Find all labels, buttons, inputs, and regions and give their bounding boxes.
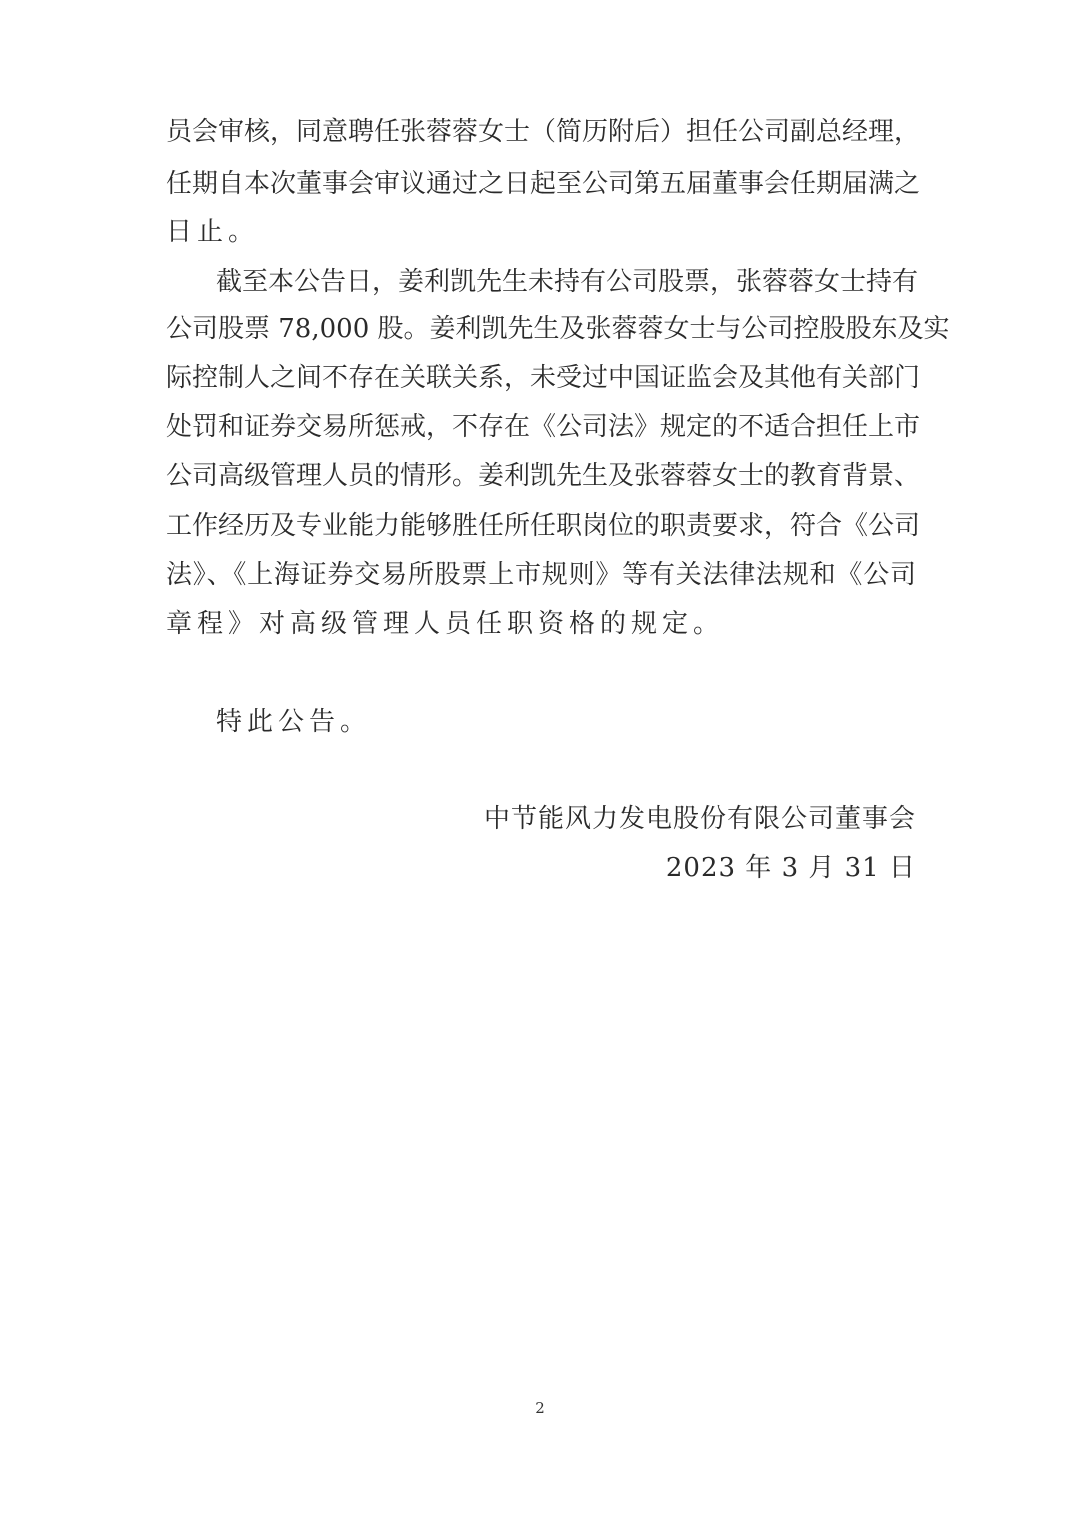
paragraph-1-line-3: 日止。: [166, 217, 260, 247]
paragraph-1-line-2: 任期自本次董事会审议通过之日起至公司第五届董事会任期届满之: [166, 169, 921, 199]
paragraph-2-line-2: 公司股票 78,000 股。姜利凯先生及张蓉蓉女士与公司控股股东及实: [166, 314, 950, 344]
paragraph-2-line-4: 处罚和证券交易所惩戒，不存在《公司法》规定的不适合担任上市: [166, 412, 921, 442]
signature-company: 中节能风力发电股份有限公司董事会: [483, 804, 916, 834]
paragraph-2-line-1: 截至本公告日，姜利凯先生未持有公司股票，张蓉蓉女士持有: [216, 267, 919, 297]
page-number: 2: [535, 1399, 545, 1417]
paragraph-2-line-6: 工作经历及专业能力能够胜任所任职岗位的职责要求，符合《公司: [166, 511, 921, 541]
paragraph-1-line-1: 员会审核，同意聘任张蓉蓉女士（简历附后）担任公司副总经理，: [166, 117, 921, 147]
closing-remark: 特此公告。: [216, 707, 372, 737]
paragraph-2-line-5: 公司高级管理人员的情形。姜利凯先生及张蓉蓉女士的教育背景、: [166, 461, 921, 491]
signature-date: 2023 年 3 月 31 日: [665, 853, 916, 883]
paragraph-2-line-8: 章程》对高级管理人员任职资格的规定。: [166, 609, 725, 639]
paragraph-2-line-3: 际控制人之间不存在关联关系，未受过中国证监会及其他有关部门: [166, 363, 921, 393]
paragraph-2-line-7: 法》、《上海证券交易所股票上市规则》等有关法律法规和《公司: [166, 560, 916, 590]
